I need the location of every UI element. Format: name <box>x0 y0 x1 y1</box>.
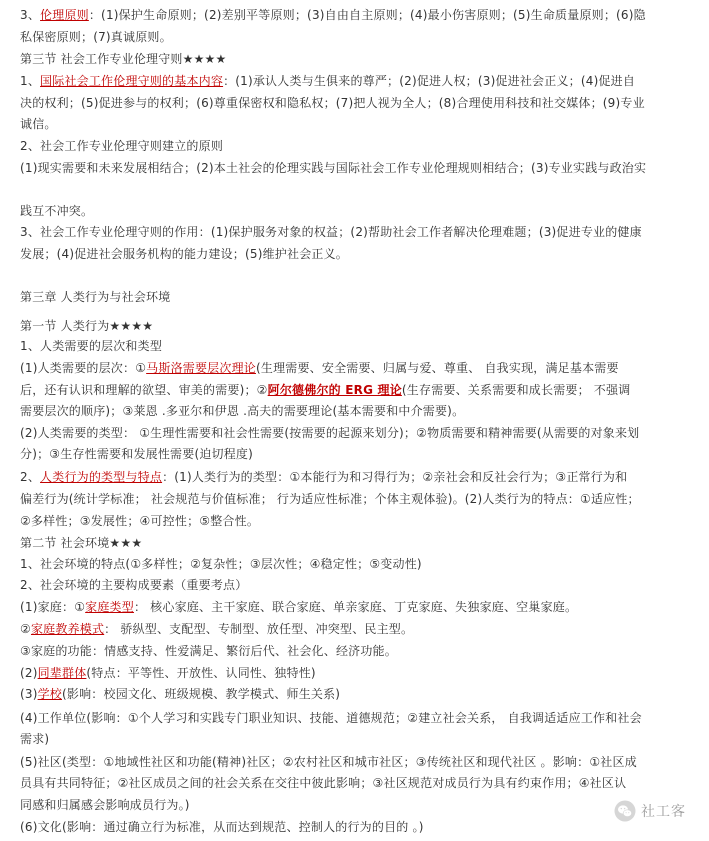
text-segment: ②多样性；③发展性；④可控性；⑤整合性。 <box>20 514 260 528</box>
key-term: 同辈群体 <box>37 666 87 680</box>
text-line <box>20 621 413 637</box>
text-segment: 2、 <box>20 470 41 484</box>
text-line <box>20 73 635 89</box>
text-line <box>20 224 642 240</box>
text-line <box>20 513 259 529</box>
text-segment: (4)工作单位(影响：①个人学习和实践专门职业知识、技能、道德规范；②建立社会关系， 自我调适适应工作和社会 <box>20 711 642 725</box>
text-segment: 需求) <box>20 732 50 746</box>
text-segment: (特点：平等性、开放性、认同性、独特性) <box>86 666 316 680</box>
text-segment: (1)现实需要和未来发展相结合；(2)本土社会的伦理实践与国际社会工作专业伦理规则相结合；(3)专业实践与政治实 <box>20 161 647 175</box>
text-line <box>20 577 247 593</box>
chapter-heading <box>20 289 170 305</box>
text-line <box>20 491 640 507</box>
text-segment: 分)；③生存性需要和发展性需要(迫切程度) <box>20 447 254 461</box>
text-line <box>20 797 190 813</box>
text-segment: 同感和归属感会影响成员行为。) <box>20 798 190 812</box>
text-line <box>20 665 316 681</box>
text-segment: ： 骄纵型、支配型、专制型、放任型、冲突型、民主型。 <box>104 622 414 636</box>
text-segment: 3、社会工作专业伦理守则的作用：(1)保护服务对象的权益；(2)帮助社会工作者解决伦理难题；(3)促进专业的健康 <box>20 225 642 239</box>
text-segment: ③家庭的功能：情感支持、性爱满足、繁衍后代、社会化、经济功能。 <box>20 644 397 658</box>
wechat-icon <box>614 800 636 822</box>
key-term: 人类行为的类型与特点 <box>40 470 163 484</box>
text-line <box>20 160 646 176</box>
text-segment: (1)人类需要的层次：① <box>20 361 147 375</box>
text-line <box>20 360 619 376</box>
text-segment: (影响：校园文化、班级规模、教学模式、师生关系) <box>62 687 341 701</box>
text-segment: 1、人类需要的层次和类型 <box>20 339 163 353</box>
text-line <box>20 382 630 398</box>
text-segment: 后，还有认识和理解的欲望、审美的需要)；② <box>20 383 268 397</box>
text-line <box>20 710 642 726</box>
text-line <box>20 599 577 615</box>
section-heading <box>20 51 226 67</box>
text-segment: 1、 <box>20 74 41 88</box>
text-line <box>20 29 172 45</box>
text-segment: 1、社会环境的特点(①多样性；②复杂性；③层次性；④稳定性；⑤变动性) <box>20 557 422 571</box>
text-segment: (生存需要、关系需要和成长需要； 不强调 <box>401 383 631 397</box>
key-term: 家庭类型 <box>85 600 134 614</box>
text-segment: 诚信。 <box>20 117 57 131</box>
text-segment: (5)社区(类型：①地域性社区和功能(精神)社区；②农村社区和城市社区；③传统社区和现代社区 。影响：①社区成 <box>20 755 637 769</box>
text-segment: (2) <box>20 666 38 680</box>
text-line <box>20 338 162 354</box>
text-line <box>20 7 646 23</box>
section-heading <box>20 535 142 551</box>
text-segment: 第二节 社会环境★★★ <box>20 536 143 550</box>
text-segment: ：(1)人类行为的类型：①本能行为和习得行为；②亲社会和反社会行为；③正常行为和 <box>162 470 628 484</box>
text-segment: 偏差行为(统计学标准； 社会规范与价值标准； 行为适应性标准；个体主观体验)。(2)人类行为的特点：①适应性； <box>20 492 640 506</box>
text-line <box>20 203 93 219</box>
key-term: 阿尔德佛尔的 ERG 理论 <box>267 383 402 397</box>
watermark-text: 社工客 <box>641 804 686 820</box>
text-line <box>20 686 340 702</box>
text-line <box>20 731 49 747</box>
watermark <box>614 800 686 822</box>
text-segment: 2、社会环境的主要构成要素（重要考点） <box>20 578 248 592</box>
text-segment: 3、 <box>20 8 41 22</box>
text-segment: 第一节 人类行为★★★★ <box>20 319 154 333</box>
text-segment: (1)家庭：① <box>20 600 86 614</box>
text-segment: 第三章 人类行为与社会环境 <box>20 290 171 304</box>
text-segment: (6)文化(影响：通过确立行为标准，从而达到规范、控制人的行为的目的 。) <box>20 820 424 834</box>
text-segment: (2)人类需要的类型： ①生理性需要和社会性需要(按需要的起源来划分)；②物质需要和精神需要(从需要的对象来划 <box>20 426 640 440</box>
text-segment: (3) <box>20 687 38 701</box>
text-line <box>20 754 637 770</box>
text-line <box>20 556 422 572</box>
text-segment: (生理需要、安全需要、归属与爱、尊重、 自我实现，满足基本需要 <box>255 361 619 375</box>
key-term: 伦理原则 <box>40 8 89 22</box>
text-segment: 第三节 社会工作专业伦理守则★★★★ <box>20 52 227 66</box>
text-segment: ：(1)承认人类与生俱来的尊严；(2)促进人权；(3)促进社会正义；(4)促进自 <box>223 74 636 88</box>
key-term: 国际社会工作伦理守则的基本内容 <box>40 74 224 88</box>
text-line <box>20 138 223 154</box>
section-heading <box>20 318 153 334</box>
text-line <box>20 116 57 132</box>
text-line <box>20 95 645 111</box>
text-line <box>20 469 627 485</box>
text-segment: 员具有共同特征；②社区成员之间的社会关系在交往中彼此影响；③社区规范对成员行为具有约束作用；④社区认 <box>20 776 627 790</box>
key-term: 学校 <box>37 687 63 701</box>
text-segment: 2、社会工作专业伦理守则建立的原则 <box>20 139 224 153</box>
text-segment: 私保密原则；(7)真诚原则。 <box>20 30 172 44</box>
text-segment: 决的权利；(5)促进参与的权利；(6)尊重保密权和隐私权；(7)把人视为全人；(8)合理使用科技和社交媒体；(9)专业 <box>20 96 645 110</box>
text-line <box>20 403 464 419</box>
text-line <box>20 246 348 262</box>
text-segment: ： 核心家庭、主干家庭、联合家庭、单亲家庭、丁克家庭、失独家庭、空巢家庭。 <box>133 600 578 614</box>
text-line <box>20 819 424 835</box>
text-segment: 发展；(4)促进社会服务机构的能力建设；(5)维护社会正义。 <box>20 247 348 261</box>
text-segment: ：(1)保护生命原则；(2)差别平等原则；(3)自由自主原则；(4)最小伤害原则；(5)生命质量原则；(6)隐 <box>88 8 646 22</box>
text-line <box>20 775 626 791</box>
text-segment: 需要层次的顺序)；③莱恩 .多亚尔和伊恩 .高夫的需要理论(基本需要和中介需要)。 <box>20 404 465 418</box>
text-segment: 践互不冲突。 <box>20 204 94 218</box>
text-line <box>20 446 253 462</box>
text-line <box>20 425 639 441</box>
text-line <box>20 643 397 659</box>
text-segment: ② <box>20 622 31 636</box>
key-term: 家庭教养模式 <box>30 622 105 636</box>
key-term: 马斯洛需要层次理论 <box>146 361 256 375</box>
